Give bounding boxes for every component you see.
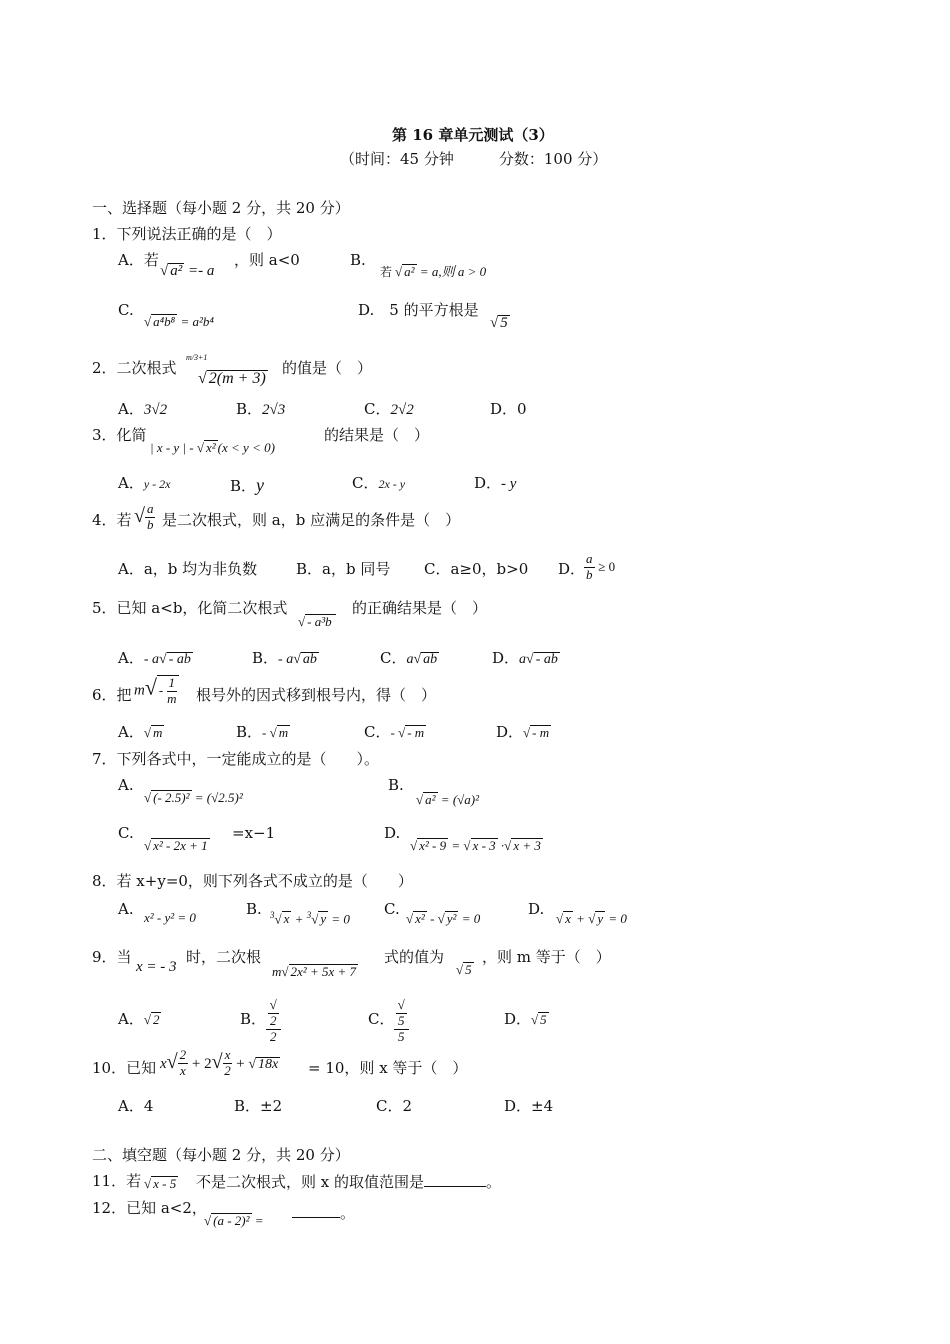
- q7-option-c-label: C.: [118, 824, 134, 842]
- q10-stem-start: 10．已知: [92, 1059, 157, 1077]
- q7-option-d-math: √ x² - 9 = √ x - 3 ·√ x + 3: [410, 838, 541, 853]
- q5-option-c: C．a√ ab: [380, 649, 438, 667]
- q10-stem-end: = 10，则 x 等于（ ）: [308, 1059, 468, 1077]
- q5-option-d: D．a√ - ab: [492, 649, 558, 667]
- section-choice-heading: 一、选择题（每小题 2 分，共 20 分）: [92, 199, 350, 217]
- q9-value: √ 5: [456, 962, 472, 977]
- q9-option-c-label: C．: [368, 1010, 395, 1028]
- q1-option-b-label: B.: [350, 251, 366, 269]
- q8-stem: 8．若 x+y=0，则下列各式不成立的是（ ）: [92, 872, 413, 890]
- q1-option-d-math: √ 5: [490, 315, 508, 331]
- q8-option-b-math: $^3$√ x + $^3$√ y = 0: [270, 910, 350, 927]
- q4-option-d-label: D．: [558, 560, 586, 578]
- q9-option-d: D．√ 5: [504, 1010, 547, 1028]
- q7-option-c-tail: =x−1: [232, 824, 276, 842]
- q7-option-a-label: A.: [118, 776, 134, 794]
- q3-option-a: A．y - 2x: [118, 474, 171, 492]
- q4-option-b: B．a，b 同号: [296, 560, 391, 578]
- q9-option-a: A．√ 2: [118, 1010, 160, 1028]
- q10-option-c: C．2: [376, 1097, 413, 1115]
- q8-option-d-label: D.: [528, 900, 545, 918]
- q5-stem-end: 的正确结果是（ ）: [352, 599, 488, 617]
- q9-stem-mid: 时，二次根: [186, 948, 262, 966]
- q2-stem-end: 的值是（ ）: [282, 359, 373, 377]
- q4-option-a: A．a，b 均为非负数: [118, 560, 258, 578]
- q7-option-c-math: √ x² - 2x + 1: [144, 838, 208, 853]
- q5-option-a: A．- a√ - ab: [118, 649, 191, 667]
- q11-stem-end: 不是二次根式，则 x 的取值范围是 。: [196, 1173, 502, 1191]
- q10-option-d: D．±4: [504, 1097, 554, 1115]
- section-fill-heading: 二、填空题（每小题 2 分，共 20 分）: [92, 1146, 350, 1164]
- q1-option-c-label: C.: [118, 301, 134, 319]
- q6-option-a: A．√ m: [118, 723, 163, 741]
- q8-option-a-math: x² - y² = 0: [144, 910, 196, 925]
- q3-stem-end: 的结果是（ ）: [324, 426, 430, 444]
- q12-stem-start: 12．已知 a<2，: [92, 1199, 207, 1217]
- q2-option-a: A．3√2: [118, 400, 168, 418]
- q4-option-d-math: $\frac{a}{b}$ ≥ 0: [586, 551, 616, 582]
- q8-option-b-label: B.: [246, 900, 262, 918]
- q3-option-c: C．2x - y: [352, 474, 406, 492]
- q7-option-a-math: √ (- 2.5)² = (√2.5)²: [144, 790, 243, 805]
- q2-option-d: D．0: [490, 400, 527, 418]
- q1-option-c-math: √ a⁴b⁸ = a²b⁴: [144, 314, 214, 329]
- q7-option-b-math: √ a² = (√a)²: [416, 792, 480, 807]
- q10-option-b: B．±2: [234, 1097, 283, 1115]
- q8-option-c-math: √ x² - √ y² = 0: [406, 911, 481, 926]
- q2-stem-start: 2．二次根式: [92, 359, 177, 377]
- q8-option-c-label: C.: [384, 900, 400, 918]
- q1-option-b-math: √ a² = a,则 a > 0: [395, 264, 487, 279]
- q7-stem: 7．下列各式中，一定能成立的是（ ）。: [92, 750, 380, 768]
- q9-radical: m√ 2x² + 5x + 7: [272, 964, 357, 979]
- q3-stem-start: 3．化简: [92, 426, 147, 444]
- q9-stem-start: 9．当: [92, 948, 132, 966]
- q2-radical: √ 2(m + 3): [198, 370, 266, 387]
- q9-stem-value: 式的值为: [384, 948, 445, 966]
- page-title: 第 16 章单元测试（3）: [392, 126, 554, 144]
- q10-expression: x√ $\frac{2}{x}$ + 2√ $\frac{x}{2}$ + √ 18x: [160, 1047, 279, 1078]
- q4-stem-end: 是二次根式，则 a，b 应满足的条件是（ ）: [162, 511, 461, 529]
- q6-stem-end: 根号外的因式移到根号内，得（ ）: [196, 686, 437, 704]
- q2-option-c: C．2√2: [364, 400, 414, 418]
- q11-radical: √ x - 5: [144, 1176, 177, 1191]
- q9-condition: x = - 3: [136, 959, 177, 975]
- q12-answer-blank[interactable]: 。: [292, 1205, 355, 1221]
- q9-option-c-math: √ 5 5: [394, 998, 409, 1045]
- q7-option-d-label: D.: [384, 824, 401, 842]
- q4-radical: √ $\frac{a}{b}$: [134, 501, 154, 532]
- q5-stem-start: 5．已知 a<b，化简二次根式: [92, 599, 288, 617]
- q9-option-b-label: B．: [240, 1010, 267, 1028]
- page-subtitle: （时间：45 分钟 分数：100 分）: [340, 150, 608, 168]
- q3-expression: | x - y | - √ x² (x < y < 0): [150, 440, 275, 455]
- q12-radical: √ (a - 2)² =: [204, 1213, 264, 1228]
- q5-option-b: B．- a√ ab: [252, 649, 317, 667]
- q10-option-a: A．4: [118, 1097, 154, 1115]
- q1-option-d-label: D. 5 的平方根是: [358, 301, 479, 319]
- q5-radical: √ - a³b: [298, 614, 336, 628]
- q1-option-b-text: 若: [380, 265, 393, 279]
- q8-option-d-math: √ x + √ y = 0: [556, 911, 627, 926]
- q6-option-b: B．- √ m: [236, 723, 289, 741]
- q8-option-a-label: A.: [118, 900, 134, 918]
- q3-option-d: D．- y: [474, 474, 517, 492]
- q4-option-c: C．a≥0，b>0: [424, 560, 529, 578]
- q2-root-index: m/3+1: [186, 353, 208, 362]
- q11-answer-blank[interactable]: [424, 1174, 486, 1187]
- q6-option-c: C．- √ - m: [364, 723, 425, 741]
- q6-radical: m√ - $\frac{1}{m}$: [134, 675, 179, 707]
- q1-option-a-math: √ a² =- a: [160, 263, 215, 279]
- q1-stem: 1．下列说法正确的是（ ）: [92, 225, 282, 243]
- q1-option-a-tail: ，则 a<0: [234, 251, 300, 269]
- q3-option-b: B．y: [230, 475, 265, 495]
- q9-stem-end: ，则 m 等于（ ）: [482, 948, 611, 966]
- q6-stem-start: 6．把: [92, 686, 132, 704]
- q7-option-b-label: B.: [388, 776, 404, 794]
- q1-option-a-label: A．若: [118, 251, 159, 269]
- q4-stem-start: 4．若: [92, 511, 132, 529]
- q11-stem-start: 11．若: [92, 1172, 142, 1190]
- q2-option-b: B．2√3: [236, 400, 286, 418]
- q6-option-d: D．√ - m: [496, 723, 550, 741]
- q9-option-b-math: √ 2 2: [266, 998, 281, 1045]
